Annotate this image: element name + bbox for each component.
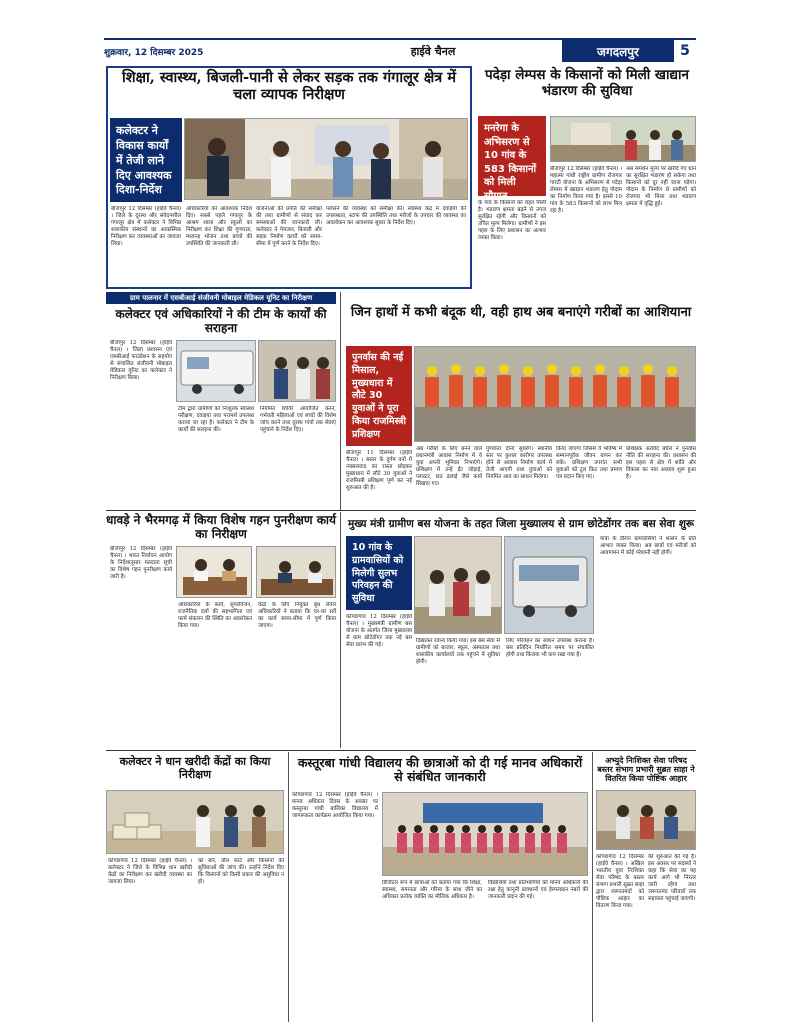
- story3-headline: कलेक्टर एवं अधिकारियों ने की टीम के कार्यों की सराहना: [115, 307, 327, 335]
- story5-photo-right: [256, 546, 336, 598]
- story2-col1: बीजापुर 12 दिसम्बर (हाईवे चैनल) । महात्मा गांधी राष्ट्रीय ग्रामीण रोजगार गारंटी योजना के अभिसरण से पदेड़ा लेम्पस में खाद्यान भंडारण हेतु गोदाम का निर्माण किया गया है। इससे 10 गांव के 583 किसानों को लाभ मिल रहा है।: [550, 166, 622, 214]
- story6-col2: दिखाकर रवाना किया गया। इस बस सेवा से ग्रामीणों को बाजार, स्कूल, अस्पताल तथा शासकीय कार्यालयों तक पहुंचने में सुविधा होगी।: [416, 638, 500, 665]
- story9-col1: कोण्डागांव 12 दिसम्बर (हाईवे चैनल) । अखिल भारतीय युवा निःशिक्त सेवा परिषद के बस्तर संभाग प्रभारी सुब्रत साहा द्वारा जरूरतमंदों को पौष्टिक आहार का वितरण किया गया।: [596, 854, 644, 909]
- story8-col2: डिजिटल रूप में छात्राओं को बताया गया कि शिक्षा, स्वास्थ्य, समानता और गरिमा के साथ जीने का अधिकार प्रत्येक व्यक्ति का मौलिक अधिकार है।: [382, 880, 482, 900]
- story3-photo-left-image: [177, 341, 256, 402]
- divider-vertical-mid-2: [340, 512, 341, 748]
- story7-photo-image: [107, 791, 284, 854]
- story9-col2: की शुरुआत की गई है। इस अवसर पर सदस्यों ने कहा कि सेवा का यह कार्य आगे भी निरंतर जारी रहेगा तथा जरूरतमंद परिवारों तक सहायता पहुंचाई जाएगी।: [648, 854, 696, 902]
- story6-photo-right: [504, 536, 594, 634]
- story5-photo-left-image: [177, 547, 252, 598]
- story2-headline: पदेड़ा लेम्पस के किसानों को मिली खाद्यान भंडारण की सुविधा: [485, 67, 689, 99]
- story1-col1: बीजापुर 12 दिसम्बर (हाईवे चैनल) । जिले के दूरस्थ और संवेदनशील गंगालूर क्षेत्र में कलेक्टर ने विभिन्न शासकीय संस्थानों का आकस्मिक निरीक्षण कर व्यवस्थाओं का जायजा लिया।: [111, 206, 181, 247]
- masthead-city: जगदलपुर: [562, 40, 674, 62]
- story3-photo-right: [258, 340, 336, 402]
- story6-headline: मुख्य मंत्री ग्रामीण बस योजना के तहत जिला मुख्यालय से ग्राम छोटेडोंगर तक बस सेवा शुरू: [347, 518, 695, 530]
- story6-col4: यात्रा के दौरान ग्रामवासियों ने शासन के प्रति आभार व्यक्त किया। अब छात्रों एवं मरीजों को आवागमन में कोई परेशानी नहीं होगी।: [600, 536, 696, 556]
- divider-vertical-bottom-2: [592, 752, 593, 1022]
- story4-col4: किया जाएगा जिससे वे भविष्य में सम्मानपूर्वक जीवन यापन कर सकें। प्रशिक्षण उपरांत सभी युवाओं को टूल किट तथा प्रमाण पत्र प्रदान किए गए।: [556, 446, 622, 480]
- story4-col3: गुणवत्ता दोनों सुधरेंगे। स्थानीय स्तर पर कुशल कारीगर उपलब्ध होने से आवास निर्माण कार्य में तेजी आएगी तथा युवाओं को नियमित आय का साधन मिलेगा।: [486, 446, 552, 480]
- story2-photo-image: [551, 117, 696, 162]
- story7-col1: कोण्डागांव 12 दिसम्बर (हाईवे चैनल) । कलेक्टर ने जिले के विभिन्न धान खरीदी केंद्रों का निरीक्षण कर खरीदी व्यवस्था का जायजा लिया।: [108, 858, 192, 885]
- story9-headline: अभ्युदे निःशिक्त सेवा परिषद बस्तर संभाग प्रभारी सुब्रत साहा ने वितरित किया पोष्टिक आहार: [597, 755, 695, 784]
- divider-horizontal-1: [106, 510, 696, 511]
- story6-photo-left-image: [415, 537, 502, 634]
- story3-col2: टीम द्वारा ग्रामीणों को निःशुल्क स्वास्थ्य परीक्षण, दवाइयां तथा परामर्श उपलब्ध कराया जा रहा है। कलेक्टर ने टीम के कार्यों की सराहना की।: [178, 406, 254, 433]
- story2-col3: के गांव के किसानों को राहत मिली है। भंडारण क्षमता बढ़ने से उपज सुरक्षित रहेगी और किसानों को उचित मूल्य मिलेगा। ग्रामीणों ने इस पहल के लिए प्रशासन का आभार व्यक्त किया।: [478, 200, 546, 241]
- story1-col4: परोसने की व्यवस्था को समीक्षा की। स्वास्थ्य केंद्र में दवाइयों की उपलब्धता, स्टाफ की उपस्थिति तथा मरीजों के उपचार की व्यवस्था का अवलोकन कर आवश्यक सुधार के निर्देश दिए।: [326, 206, 466, 226]
- story4-subhead: पुनर्वास की नई मिसाल, मुख्यधारा में लौटे 30 युवाओं ने पूरा किया राजमिस्त्री प्रशिक्षण: [346, 346, 412, 446]
- story7-photo: [106, 790, 284, 854]
- story7-col2: को बोरे, तौल कांटे और किसानों की सुविधाओं की जांच की। उन्होंने निर्देश दिए कि किसानों को किसी प्रकार की असुविधा न हो।: [198, 858, 284, 885]
- story1-headline: शिक्षा, स्वास्थ्य, बिजली-पानी से लेकर सड़क तक गंगालूर क्षेत्र में चला व्यापक निरीक्षण: [121, 69, 456, 103]
- story4-col5: प्रशिक्षक अरविंद बघेल ने पुनर्वास नीति की सराहना की। प्रशासन की इस पहल से क्षेत्र में शांति और विकास का नया अध्याय शुरू हुआ है।: [626, 446, 696, 480]
- story1-subhead: कलेक्टर ने विकास कार्यों में तेजी लाने दिए आवश्यक दिशा-निर्देश: [110, 118, 182, 202]
- story7-headline: कलेक्टर ने धान खरीदी केंद्रों का किया निरीक्षण: [119, 755, 271, 781]
- story6-col1: कोण्डागांव 12 दिसम्बर (हाईवे चैनल) । मुख्यमंत्री ग्रामीण बस योजना के अंतर्गत जिला मुख्यालय से ग्राम छोटेडोंगर तक नई बस सेवा प्रारंभ की गई।: [346, 614, 412, 648]
- story8-col1: कोण्डागांव 12 दिसम्बर (हाईवे चैनल) । मानव अधिकार दिवस के अवसर पर कस्तूरबा गांधी बालिका विद्यालय में जागरूकता कार्यक्रम आयोजित किया गया।: [292, 792, 378, 819]
- story4-photo-image: [415, 347, 696, 442]
- story6-col3: लिए परिवहन का साधन उपलब्ध कराना है। बस प्रतिदिन निर्धारित समय पर संचालित होगी तथा किराया भी कम रखा गया है।: [506, 638, 594, 658]
- story8-headline: कस्तूरबा गांधी विद्यालय की छात्राओं को दी गई मानव अधिकारों से संबंधित जानकारी: [297, 755, 583, 785]
- story5-headline: धावड़े ने भैरमगढ़ में किया विशेष गहन पुनरीक्षण कार्य का निरीक्षण: [106, 513, 336, 541]
- story6-photo-right-image: [505, 537, 594, 634]
- divider-vertical-bottom-1: [288, 752, 289, 1022]
- story2-col2: अब समर्थन मूल्य पर खरीदे गए धान का सुरक्षित भंडारण हो सकेगा तथा किसानों को दूर नहीं जाना पड़ेगा। गोदाम के निर्माण से ग्रामीणों को रोजगार भी मिला तथा भंडारण क्षमता में वृद्धि हुई।: [626, 166, 696, 207]
- story1-photo-image: [185, 119, 468, 200]
- masthead-date: शुक्रवार, 12 दिसम्बर 2025: [104, 47, 204, 58]
- story9-photo: [596, 790, 696, 850]
- story2-photo: [550, 116, 696, 162]
- story8-col3: विद्यार्थियों तथा प्रतिभागियों को मानव अधिकारों की रक्षा हेतु कानूनी प्रावधानों एवं हेल्पलाइन नंबरों की जानकारी प्रदान की गई।: [488, 880, 588, 900]
- story6-subhead: 10 गांव के ग्रामवासियों को मिलेगी सुलभ परिवहन की सुविधा: [346, 536, 412, 610]
- story3-photo-left: [176, 340, 256, 402]
- story3-band: ग्राम पालनार में एसबीआई संजीवनी मोबाइल मेडिकल यूनिट का निरीक्षण: [106, 292, 336, 304]
- story3-col1: बीजापुर 12 दिसम्बर (हाईवे चैनल) । जिला प्रशासन एवं एसबीआई फाउंडेशन के सहयोग से संचालित संजीवनी मोबाइल मेडिकल यूनिट का कलेक्टर ने निरीक्षण किया।: [110, 340, 172, 381]
- masthead: [104, 38, 696, 62]
- story4-headline: जिन हाथों में कभी बंदूक थी, वही हाथ अब बनाएंगे गरीबों का आशियाना: [350, 305, 692, 320]
- story1-col2: अधिकारियों को आवश्यक निर्देश दिए। सबसे पहले गंगालूर के आश्रम शाला और स्कूलों का निरीक्षण कर शिक्षा की गुणवत्ता, मध्यान्ह भोजन तथा बच्चों की उपस्थिति की जानकारी ली।: [186, 206, 252, 247]
- story5-photo-right-image: [257, 547, 336, 598]
- story4-photo: [414, 346, 696, 442]
- story5-photo-left: [176, 546, 252, 598]
- story6-photo-left: [414, 536, 502, 634]
- masthead-page-number: 5: [680, 43, 690, 59]
- story3-photo-right-image: [259, 341, 336, 402]
- story2-subhead: मनरेगा के अभिसरण से 10 गांव के 583 किसानों को मिली सौगात: [478, 116, 546, 196]
- story1-photo: [184, 118, 468, 200]
- story4-col2: अब गरीबों के लिए बनने वाले प्रधानमंत्री आवास निर्माण में ये युवा अपनी भूमिका निभाएंगे। प्रशिक्षण में उन्हें ईंट जोड़ाई, प्लास्टर, छत ढलाई जैसे कार्य सिखाए गए।: [416, 446, 482, 487]
- story3-col3: नियमित शिविर आयोजित करने, गर्भवती महिलाओं एवं बच्चों की विशेष जांच करने तथा दूरस्थ गांवों तक सेवाएं पहुंचाने के निर्देश दिए।: [260, 406, 336, 433]
- story5-col3: केंद्रों के लिए नियुक्त बूथ लेवल अधिकारियों ने बताया कि घर-घर सर्वे का कार्य समय-सीमा में पूर्ण किया जाएगा।: [258, 602, 336, 629]
- story4-col1: बीजापुर 11 दिसम्बर (हाईवे चैनल) । बस्तर के दुर्गम वनों में नक्सलवाद का रास्ता छोड़कर मुख्यधारा में लौटे 30 युवाओं ने राजमिस्त्री प्रशिक्षण पूर्ण कर नई शुरुआत की है।: [346, 450, 412, 491]
- story8-photo-image: [383, 793, 588, 876]
- story5-col2: अधिकारियों के कार्य, सुपरविजन, राजनैतिक दलों की सहभागिता एवं फार्म संकलन की स्थिति का अवलोकन किया गया।: [178, 602, 252, 629]
- story8-photo: [382, 792, 588, 876]
- story1-col3: योजनाओं की प्रगति की समीक्षा की तथा ग्रामीणों से संवाद कर समस्याओं की जानकारी ली। कलेक्टर ने पेयजल, बिजली और सड़क निर्माण कार्यों को समय-सीमा में पूर्ण करने के निर्देश दिए।: [256, 206, 322, 247]
- masthead-paper-name: हाईवे चैनल: [410, 44, 456, 58]
- divider-vertical-mid: [340, 292, 341, 510]
- divider-horizontal-2: [106, 750, 696, 751]
- story9-photo-image: [597, 791, 696, 850]
- story5-col1: बीजापुर 12 दिसम्बर (हाईवे चैनल) । भारत निर्वाचन आयोग के निर्देशानुसार मतदाता सूची का विशेष गहन पुनरीक्षण कार्य जारी है।: [110, 546, 172, 580]
